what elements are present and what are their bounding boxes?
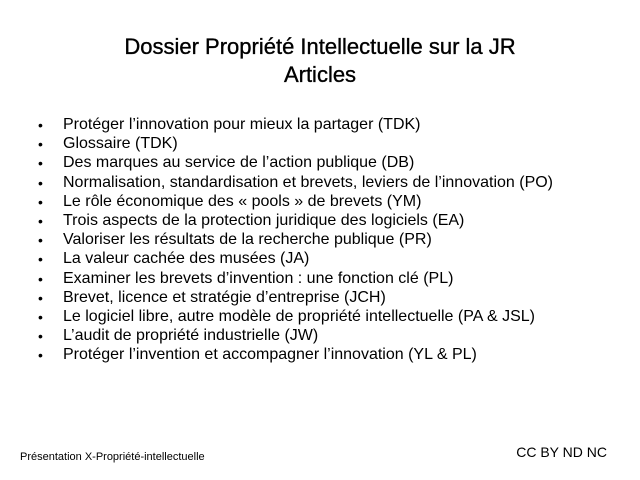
- article-title: Le rôle économique des « pools » de brevets (YM): [63, 192, 422, 210]
- article-item: [38, 289, 618, 307]
- bullet-icon: •: [38, 136, 43, 153]
- article-item: [38, 154, 618, 172]
- bullet-icon: •: [38, 308, 43, 325]
- article-item: [38, 231, 618, 249]
- footer-presentation-name: Présentation X-Propriété-intellectuelle: [20, 451, 205, 463]
- article-title: La valeur cachée des musées (JA): [63, 250, 310, 268]
- bullet-icon: •: [38, 155, 43, 172]
- slide-title-line-2: Articles: [283, 62, 357, 87]
- article-item: [38, 327, 618, 345]
- article-item: [38, 174, 618, 192]
- article-list: [38, 116, 618, 365]
- bullet-icon: •: [38, 174, 43, 191]
- article-title: Brevet, licence et stratégie d’entreprise (JCH): [63, 288, 386, 306]
- article-item: [38, 135, 618, 153]
- article-title: Normalisation, standardisation et brevets, leviers de l’innovation (PO): [63, 173, 554, 191]
- article-title: Des marques au service de l’action publique (DB): [63, 154, 415, 172]
- bullet-icon: •: [38, 347, 43, 364]
- article-item: [38, 116, 618, 134]
- bullet-icon: •: [38, 289, 43, 306]
- article-item: [38, 346, 618, 364]
- article-item: [38, 270, 618, 288]
- article-title: Le logiciel libre, autre modèle de propriété intellectuelle (PA & JSL): [63, 307, 535, 325]
- slide-title-line-1: Dossier Propriété Intellectuelle sur la JR: [124, 34, 516, 59]
- bullet-icon: •: [38, 232, 43, 249]
- article-title: Protéger l’innovation pour mieux la partager (TDK): [63, 116, 421, 133]
- article-item: [38, 308, 618, 326]
- slide-title: [0, 33, 640, 89]
- article-title: L’audit de propriété industrielle (JW): [63, 327, 319, 345]
- bullet-icon: •: [38, 193, 43, 210]
- article-item: [38, 212, 618, 230]
- article-title: Valoriser les résultats de la recherche publique (PR): [63, 231, 432, 249]
- bullet-icon: •: [38, 251, 43, 268]
- article-title: Examiner les brevets d’invention : une fonction clé (PL): [63, 269, 454, 287]
- article-title: Trois aspects de la protection juridique des logiciels (EA): [63, 211, 465, 229]
- article-title: Glossaire (TDK): [63, 135, 178, 153]
- article-title: Protéger l’invention et accompagner l’innovation (YL & PL): [63, 346, 477, 364]
- bullet-icon: •: [38, 270, 43, 287]
- article-item: [38, 193, 618, 211]
- bullet-icon: •: [38, 328, 43, 345]
- footer-license: CC BY ND NC: [516, 444, 607, 460]
- article-item: [38, 250, 618, 268]
- bullet-icon: •: [38, 212, 43, 229]
- bullet-icon: •: [38, 117, 43, 133]
